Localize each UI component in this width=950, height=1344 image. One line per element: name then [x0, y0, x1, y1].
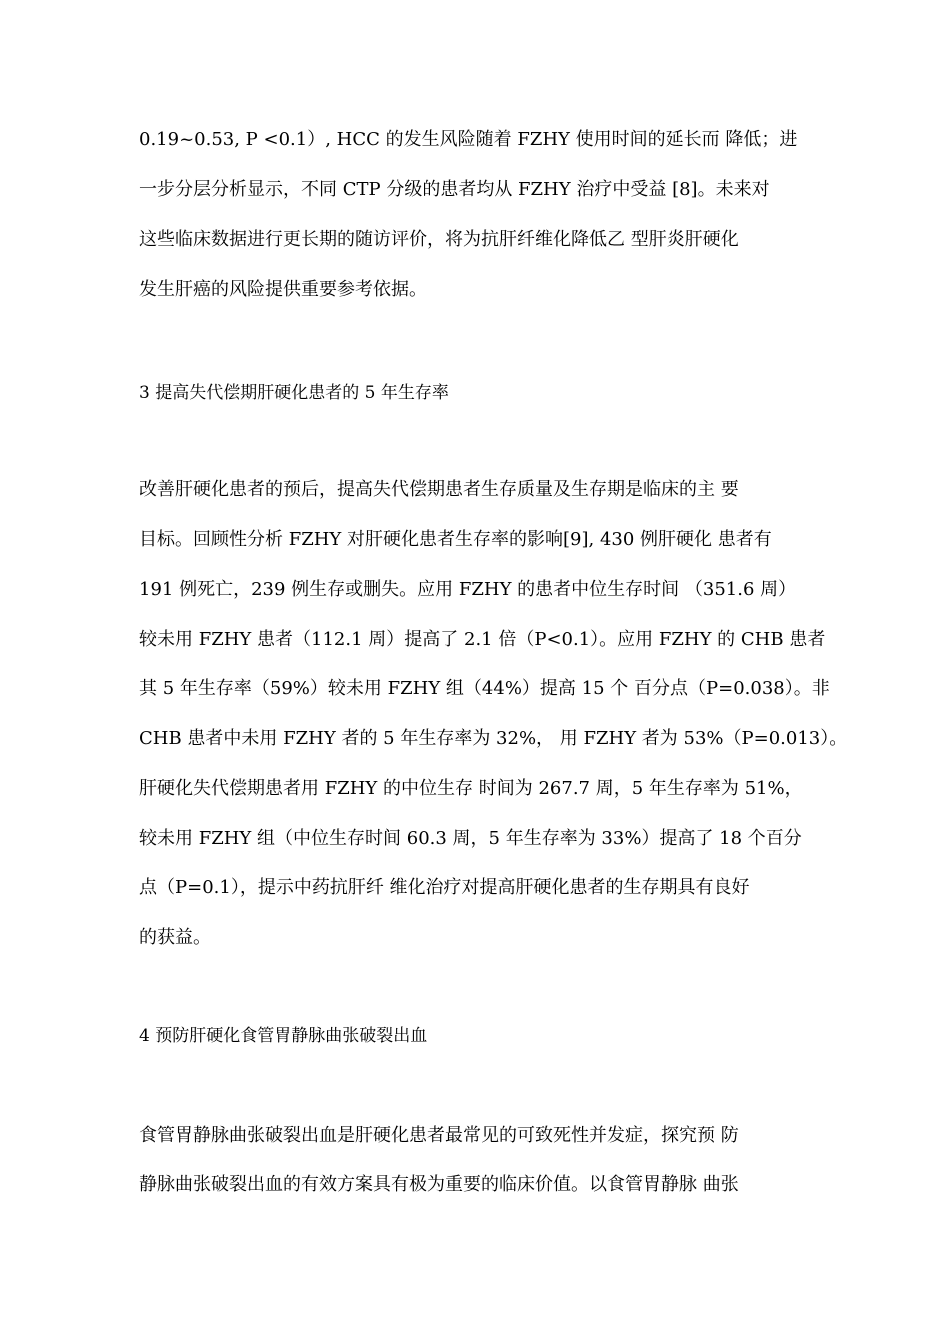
- text-line: 191 例死亡，239 例生存或删失。应用 FZHY 的患者中位生存时间 （351.6 周）: [139, 579, 797, 600]
- text-line: 改善肝硬化患者的预后，提高失代偿期患者生存质量及生存期是临床的主 要: [139, 479, 739, 500]
- text-line: 静脉曲张破裂出血的有效方案具有极为重要的临床价值。以食管胃静脉 曲张: [139, 1174, 739, 1195]
- text-line: 肝硬化失代偿期患者用 FZHY 的中位生存 时间为 267.7 周，5 年生存率为 51%，: [139, 778, 803, 799]
- text-line: 目标。回顾性分析 FZHY 对肝硬化患者生存率的影响[9], 430 例肝硬化 患者有: [139, 529, 772, 550]
- text-line: 的获益。: [139, 927, 211, 948]
- text-line: 点（P=0.1），提示中药抗肝纤 维化治疗对提高肝硬化患者的生存期具有良好: [139, 877, 750, 898]
- text-line: 食管胃静脉曲张破裂出血是肝硬化患者最常见的可致死性并发症，探究预 防: [139, 1125, 739, 1146]
- section-heading-4: 4 预防肝硬化食管胃静脉曲张破裂出血: [139, 1026, 428, 1046]
- text-line: 一步分层分析显示，不同 CTP 分级的患者均从 FZHY 治疗中受益 [8]。未来对: [139, 179, 770, 200]
- text-line: 其 5 年生存率（59%）较未用 FZHY 组（44%）提高 15 个 百分点（P=0.038）。非: [139, 678, 830, 699]
- text-line: 发生肝癌的风险提供重要参考依据。: [139, 279, 427, 300]
- text-line: 较未用 FZHY 患者（112.1 周）提高了 2.1 倍（P<0.1）。应用 FZHY 的 CHB 患者: [139, 629, 826, 650]
- section-heading-3: 3 提高失代偿期肝硬化患者的 5 年生存率: [139, 383, 449, 403]
- text-line: 较未用 FZHY 组（中位生存时间 60.3 周，5 年生存率为 33%）提高了 18 个百分: [139, 828, 802, 849]
- text-line: 这些临床数据进行更长期的随访评价，将为抗肝纤维化降低乙 型肝炎肝硬化: [139, 229, 739, 250]
- text-line: CHB 患者中未用 FZHY 者的 5 年生存率为 32%， 用 FZHY 者为 53%（P=0.013）。: [139, 728, 848, 749]
- text-line: 0.19~0.53, P <0.1）, HCC 的发生风险随着 FZHY 使用时间的延长而 降低；进: [139, 129, 798, 150]
